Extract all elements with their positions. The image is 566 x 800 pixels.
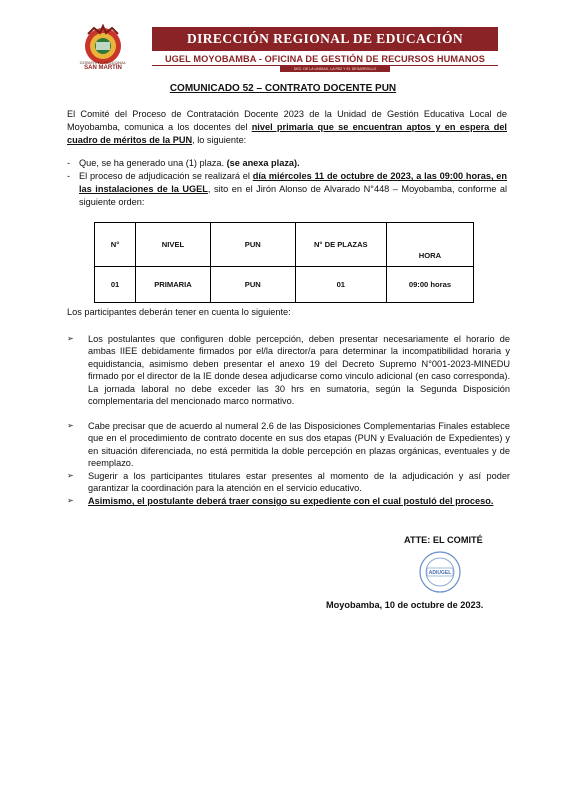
bullet-text: Sugerir a los participantes titulares estar presentes al momento de la adjudicación y así poder garantizar la coordinación para la atención en el servicio educativo. xyxy=(88,471,510,494)
table-row xyxy=(95,267,474,303)
arrow-bullet-icon: ➢ xyxy=(67,471,74,480)
plazas-table xyxy=(94,222,474,303)
dash-marker: - xyxy=(67,171,71,181)
dash-item-plaza xyxy=(67,157,507,170)
bullet-item xyxy=(67,333,510,407)
bullet-text: Asimismo, el postulante deberá traer consigo su expediente con el cual postuló del proceso. xyxy=(88,496,494,506)
intro-text: El Comité del Proceso de Contratación Docente 2023 de la Unidad de Gestión Educativa Local de Moyobamba, comunica a los docentes del xyxy=(67,109,507,132)
dash-item-adjudication xyxy=(67,170,507,209)
header-subbanner: UGEL MOYOBAMBA - OFICINA DE GESTIÓN DE RECURSOS HUMANOS xyxy=(152,52,498,66)
dash-item-text-a: El proceso de adjudicación se realizará el xyxy=(79,171,253,181)
logo-caption xyxy=(70,60,136,72)
bullet-text: Los postulantes que configuren doble percepción, deben presentar necesariamente el horario de ambas IIEE debidamente firmados por el/la director/a para determinar la incompatibilidad horaria y equidistancia, asimismo deben presentar el anexo 19 del Decreto Supremo N°001-2023-MINEDU firmado por el director de la IE donde desea adjudicarse como vinculo adicional (en caso corresponda). La jornada laboral no debe exceder las 30 hrs en sumatoria, según la Segunda Disposición complementaria del mencionado marco normativo. xyxy=(88,334,510,407)
dash-item-text-b: , sito en el Jirón Alonso de Alvarado N°448 – Moyobamba, conforme al siguiente orden: xyxy=(79,184,507,207)
dash-marker: - xyxy=(67,158,71,168)
header-banner: DIRECCIÓN REGIONAL DE EDUCACIÓN xyxy=(152,27,498,51)
bullet-item xyxy=(67,420,510,470)
signoff-committee: ATTE: EL COMITÉ xyxy=(404,535,483,545)
table-header-cell: PUN xyxy=(210,223,295,267)
table-header-row xyxy=(95,223,474,267)
table-cell: 01 xyxy=(295,267,386,303)
bullet-item xyxy=(67,470,510,495)
dash-item-text: Que, se ha generado una (1) plaza. xyxy=(79,158,227,168)
arrow-bullet-icon: ➢ xyxy=(67,421,74,430)
table-header-cell: N° xyxy=(95,223,136,267)
table-header-cell: NIVEL xyxy=(136,223,211,267)
logo-caption-small: GOBIERNO REGIONAL xyxy=(79,60,127,65)
table-header-cell: HORA xyxy=(386,223,473,267)
table-cell: PUN xyxy=(210,267,295,303)
intro-paragraph xyxy=(67,108,507,147)
intro-end: , lo siguiente: xyxy=(192,135,247,145)
participants-intro: Los participantes deberán tener en cuenta lo siguiente: xyxy=(67,307,291,317)
bullet-text: Cabe precisar que de acuerdo al numeral 2.6 de las Disposiciones Complementarias Finales establece que en el procedimiento de contrato docente en sus dos etapas (PUN y Evaluación de Expedientes) y en situación diferenciada, no está permitida la doble percepción en plazas orgánicas, eventuales y de reemplazo. xyxy=(88,421,510,469)
intro-bold-underlined-2: y en espera del cuadro de méritos de la PUN xyxy=(67,122,507,145)
intro-bold-underlined: nivel primaria que se encuentran aptos xyxy=(251,122,432,132)
table-cell: 09:00 horas xyxy=(386,267,473,303)
header-motto: DEC. DE LA UNIDAD, LA PAZ Y EL DESARROLLO xyxy=(280,66,390,72)
arrow-bullet-icon: ➢ xyxy=(67,334,74,343)
table-cell: PRIMARIA xyxy=(136,267,211,303)
table-header-cell: N° DE PLAZAS xyxy=(295,223,386,267)
logo-caption-name: SAN MARTÍN xyxy=(84,65,122,71)
signoff-date: Moyobamba, 10 de octubre de 2023. xyxy=(326,600,484,610)
seal-text: ADIUGEL xyxy=(428,570,452,576)
dash-item-bold: (se anexa plaza). xyxy=(226,158,300,168)
bullet-item xyxy=(67,495,510,507)
arrow-bullet-icon: ➢ xyxy=(67,496,74,505)
committee-seal xyxy=(418,550,462,594)
table-cell: 01 xyxy=(95,267,136,303)
dash-item-bold-underlined: día miércoles 11 de octubre de 2023, a las 09:00 horas, en las instalaciones de la UGEL xyxy=(79,171,508,194)
document-title: COMUNICADO 52 – CONTRATO DOCENTE PUN xyxy=(169,83,397,94)
